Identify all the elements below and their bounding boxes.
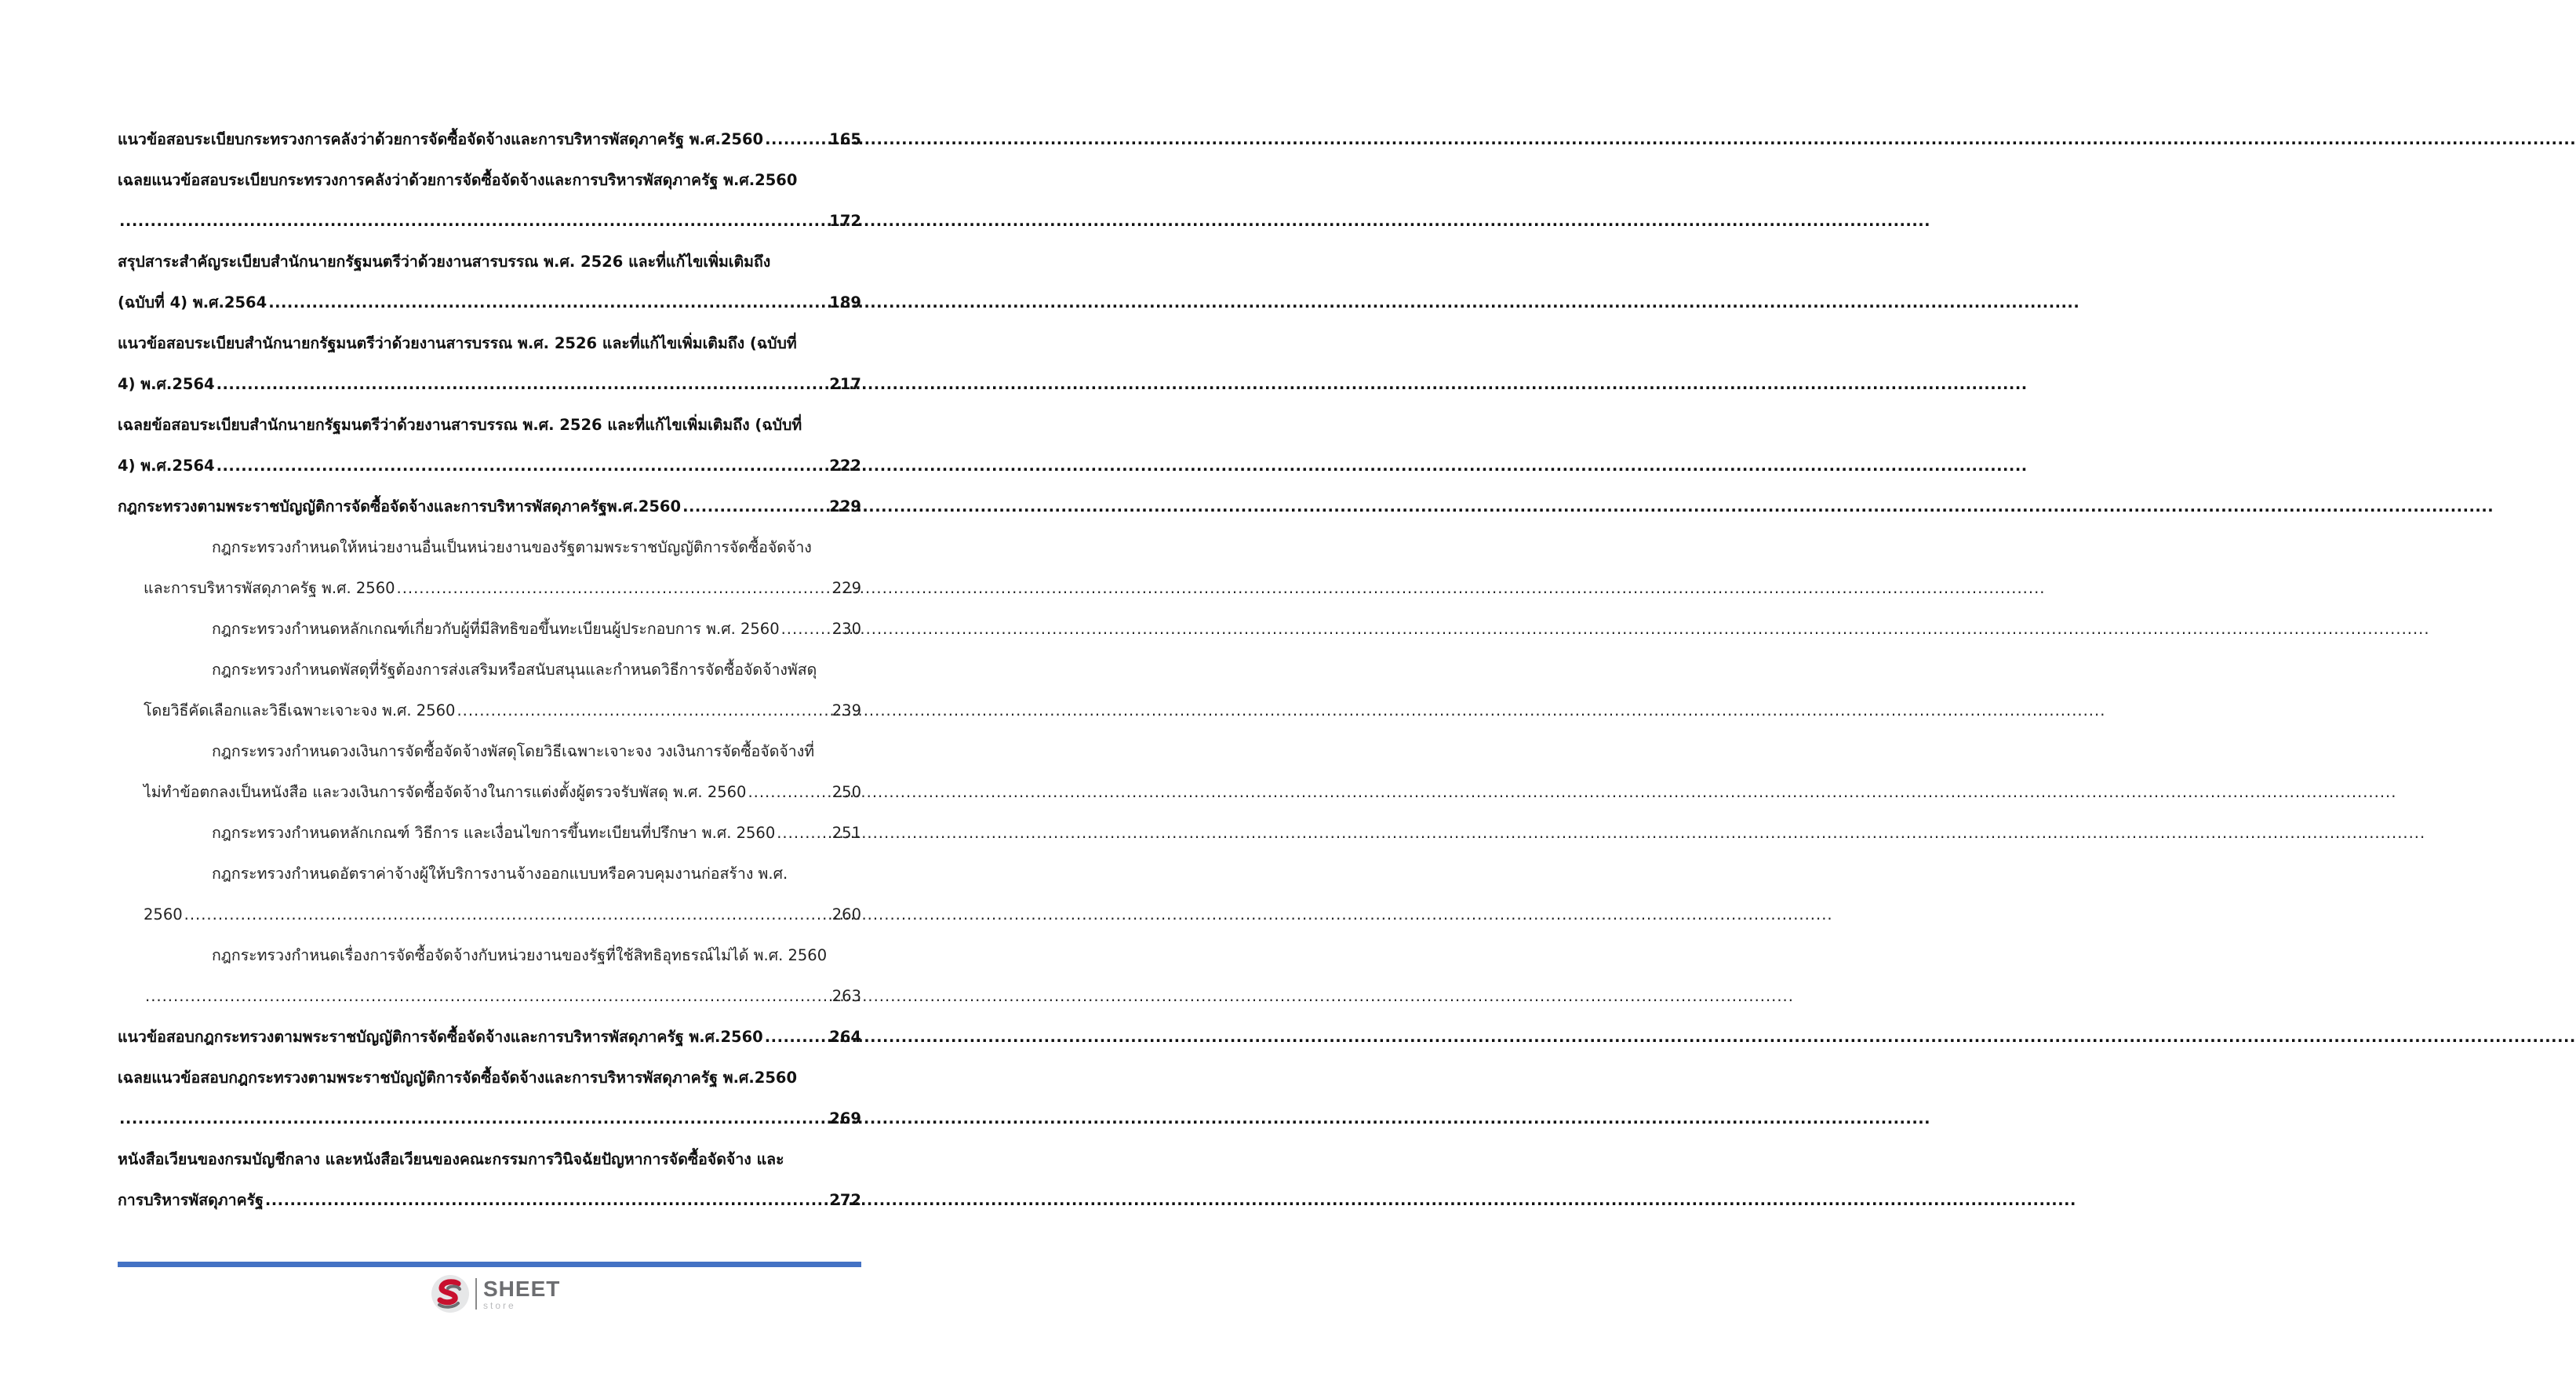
toc-subentry-title: กฎกระทรวงกำหนดเรื่องการจัดซื้อจัดจ้างกับหน่วยงานของรัฐที่ใช้สิทธิอุทธรณ์ไม่ได้ พ.ศ. 2560: [212, 946, 828, 964]
logo-title: SHEET: [483, 1276, 561, 1301]
leader-dots: [457, 690, 830, 731]
toc-subentry[interactable]: [118, 854, 861, 935]
toc-page-number: 263: [831, 987, 861, 1005]
leader-dots: [765, 1017, 828, 1058]
toc-subentry-title-cont: ไม่ทำข้อตกลงเป็นหนังสือ และวงเงินการจัดซื้อจัดจ้างในการแต่งตั้งผู้ตรวจรับพัสดุ พ.ศ. 2560: [144, 783, 747, 801]
logo-wordmark: [483, 1278, 560, 1310]
toc-entry[interactable]: [118, 160, 861, 242]
toc-page-number: 189: [829, 293, 861, 311]
toc-entry[interactable]: [118, 242, 861, 323]
sheet-store-s-logo-icon: [430, 1273, 471, 1314]
toc-page-number: 217: [829, 375, 861, 393]
toc-subentry[interactable]: [118, 527, 861, 609]
toc-page-number: 239: [831, 701, 861, 719]
toc-entry[interactable]: [118, 119, 861, 160]
toc-page-number: 250: [831, 783, 861, 801]
toc-page-number: 229: [831, 579, 861, 597]
leader-dots: [119, 201, 828, 242]
toc-entry[interactable]: [118, 323, 861, 405]
leader-dots: [265, 1180, 828, 1221]
toc-subentry[interactable]: [118, 935, 861, 1017]
toc-entry[interactable]: [118, 1139, 861, 1221]
toc-page-number: 165: [829, 130, 861, 148]
toc-entry-title: เฉลยแนวข้อสอบกฎกระทรวงตามพระราชบัญญัติการจัดซื้อจัดจ้างและการบริหารพัสดุภาครัฐ พ.ศ.2560: [118, 1069, 798, 1087]
leader-dots: [777, 813, 831, 854]
toc-entry-title-cont: 4) พ.ศ.2564: [118, 375, 215, 393]
toc-entry-title: กฎกระทรวงตามพระราชบัญญัติการจัดซื้อจัดจ้างและการบริหารพัสดุภาครัฐพ.ศ.2560: [118, 497, 682, 515]
footer-divider: [118, 1262, 861, 1267]
toc-subentry-title: กฎกระทรวงกำหนดหลักเกณฑ์เกี่ยวกับผู้ที่มีสิทธิขอขึ้นทะเบียนผู้ประกอบการ พ.ศ. 2560: [212, 620, 780, 638]
logo-separator: [475, 1278, 477, 1310]
toc-entry[interactable]: [118, 486, 861, 527]
leader-dots: [397, 568, 831, 609]
leader-dots: [216, 364, 828, 405]
toc-entry-title-cont: 4) พ.ศ.2564: [118, 457, 215, 475]
leader-dots: [216, 446, 828, 486]
toc-page-number: 269: [829, 1109, 861, 1127]
toc-subentry[interactable]: [118, 731, 861, 813]
toc-page-number: 260: [831, 905, 861, 923]
toc-page-number: 222: [829, 457, 861, 475]
toc-subentry-title: กฎกระทรวงกำหนดวงเงินการจัดซื้อจัดจ้างพัสดุโดยวิธีเฉพาะเจาะจง วงเงินการจัดซื้อจัดจ้างที่: [212, 742, 815, 760]
leader-dots: [781, 609, 831, 650]
toc-entry[interactable]: [118, 1058, 861, 1139]
toc-subentry-title: กฎกระทรวงกำหนดหลักเกณฑ์ วิธีการ และเงื่อนไขการขึ้นทะเบียนที่ปรึกษา พ.ศ. 2560: [212, 824, 776, 842]
toc-page-number: 272: [829, 1191, 861, 1209]
toc-subentry-title: กฎกระทรวงกำหนดพัสดุที่รัฐต้องการส่งเสริมหรือสนับสนุนและกำหนดวิธีการจัดซื้อจัดจ้างพัสดุ: [212, 661, 817, 679]
toc-entry-title: แนวข้อสอบกฎกระทรวงตามพระราชบัญญัติการจัดซื้อจัดจ้างและการบริหารพัสดุภาครัฐ พ.ศ.2560: [118, 1028, 763, 1046]
leader-dots: [268, 282, 828, 323]
toc-entry-title: เฉลยข้อสอบระเบียบสำนักนายกรัฐมนตรีว่าด้วยงานสารบรรณ พ.ศ. 2526 และที่แก้ไขเพิ่มเติมถึง (ฉบับที่: [118, 416, 802, 434]
toc-entry[interactable]: [118, 1017, 861, 1058]
toc-subentry-title: กฎกระทรวงกำหนดอัตราค่าจ้างผู้ให้บริการงานจ้างออกแบบหรือควบคุมงานก่อสร้าง พ.ศ.: [212, 865, 788, 883]
toc-page-number: 264: [829, 1028, 861, 1046]
toc-page-number: 251: [831, 824, 861, 842]
toc-subentry[interactable]: [118, 650, 861, 731]
toc-subentry[interactable]: [118, 813, 861, 854]
leader-dots: [184, 894, 831, 935]
leader-dots: [145, 976, 831, 1017]
leader-dots: [119, 1098, 828, 1139]
toc-entry-title: สรุปสาระสำคัญระเบียบสำนักนายกรัฐมนตรีว่าด้วยงานสารบรรณ พ.ศ. 2526 และที่แก้ไขเพิ่มเติมถึง: [118, 253, 771, 271]
toc-subentry-title-cont: และการบริหารพัสดุภาครัฐ พ.ศ. 2560: [144, 579, 395, 597]
toc-subentry-title: กฎกระทรวงกำหนดให้หน่วยงานอื่นเป็นหน่วยงานของรัฐตามพระราชบัญญัติการจัดซื้อจัดจ้าง: [212, 538, 812, 556]
toc-entry-title-cont: (ฉบับที่ 4) พ.ศ.2564: [118, 293, 267, 311]
toc-page-number: 172: [829, 212, 861, 230]
toc-entry-title-cont: การบริหารพัสดุภาครัฐ: [118, 1191, 264, 1209]
table-of-contents: [118, 119, 861, 1221]
logo-subtitle: store: [483, 1299, 516, 1311]
leader-dots: [748, 772, 830, 813]
toc-subentry[interactable]: [118, 609, 861, 650]
toc-page-number: 230: [831, 620, 861, 638]
toc-entry[interactable]: [118, 405, 861, 486]
leader-dots: [765, 119, 828, 160]
toc-entry-title: แนวข้อสอบระเบียบกระทรวงการคลังว่าด้วยการจัดซื้อจัดจ้างและการบริหารพัสดุภาครัฐ พ.ศ.2560: [118, 130, 764, 148]
toc-entry-title: หนังสือเวียนของกรมบัญชีกลาง และหนังสือเวียนของคณะกรรมการวินิจฉัยปัญหาการจัดซื้อจัดจ้าง และ: [118, 1150, 784, 1168]
toc-page-number: 229: [829, 497, 861, 515]
footer-logo: [430, 1273, 560, 1314]
toc-entry-title: แนวข้อสอบระเบียบสำนักนายกรัฐมนตรีว่าด้วยงานสารบรรณ พ.ศ. 2526 และที่แก้ไขเพิ่มเติมถึง (ฉบับที่: [118, 334, 797, 352]
toc-subentry-title-cont: 2560: [144, 905, 183, 923]
toc-entry-title: เฉลยแนวข้อสอบระเบียบกระทรวงการคลังว่าด้วยการจัดซื้อจัดจ้างและการบริหารพัสดุภาครัฐ พ.ศ.2560: [118, 171, 798, 189]
toc-subentry-title-cont: โดยวิธีคัดเลือกและวิธีเฉพาะเจาะจง พ.ศ. 2560: [144, 701, 456, 719]
leader-dots: [682, 486, 828, 527]
